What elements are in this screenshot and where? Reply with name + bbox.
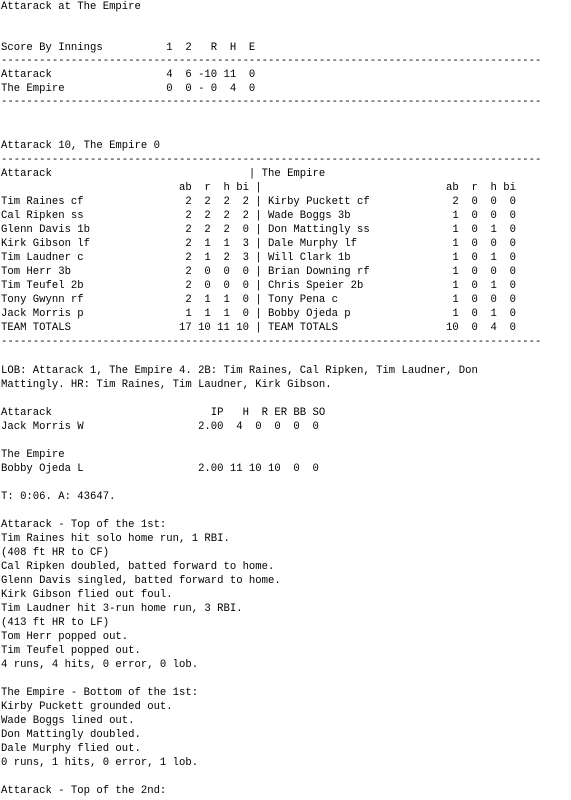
play-line: Don Mattingly doubled. xyxy=(1,729,141,741)
play-line: (413 ft HR to LF) xyxy=(1,617,110,629)
table-row: Tim Teufel 2b 2 0 0 0 | Chris Speier 2b 1 0 1 0 xyxy=(1,280,516,292)
half-inning-heading: Attarack - Top of the 2nd: xyxy=(1,785,167,797)
pitching-home-team: The Empire xyxy=(1,449,65,461)
table-row: Tom Herr 3b 2 0 0 0 | Brian Downing rf 1 0 0 0 xyxy=(1,266,516,278)
divider: ------------------------------------------------------------------------------------- xyxy=(1,154,542,166)
half-inning-heading: The Empire - Bottom of the 1st: xyxy=(1,687,199,699)
inning-summary: 4 runs, 4 hits, 0 error, 0 lob. xyxy=(1,659,199,671)
team-totals-row: TEAM TOTALS 17 10 11 10 | TEAM TOTALS 10 0 4 0 xyxy=(1,322,516,334)
play-line: Tim Raines hit solo home run, 1 RBI. xyxy=(1,533,230,545)
divider: ------------------------------------------------------------------------------------- xyxy=(1,96,542,108)
innings-row-home: The Empire 0 0 - 0 4 0 xyxy=(1,83,256,95)
table-row: Glenn Davis 1b 2 2 2 0 | Don Mattingly ss 1 0 1 0 xyxy=(1,224,516,236)
play-line: Kirby Puckett grounded out. xyxy=(1,701,173,713)
half-inning-heading: Attarack - Top of the 1st: xyxy=(1,519,167,531)
table-row: Tim Raines cf 2 2 2 2 | Kirby Puckett cf 2 0 0 0 xyxy=(1,196,516,208)
table-row: Kirk Gibson lf 2 1 1 3 | Dale Murphy lf 1 0 0 0 xyxy=(1,238,516,250)
play-line: Cal Ripken doubled, batted forward to home. xyxy=(1,561,275,573)
table-row: Jack Morris p 1 1 1 0 | Bobby Ojeda p 1 0 1 0 xyxy=(1,308,516,320)
innings-row-away: Attarack 4 6 -10 11 0 xyxy=(1,69,256,81)
notes-line: LOB: Attarack 1, The Empire 4. 2B: Tim Raines, Cal Ripken, Tim Laudner, Don xyxy=(1,365,478,377)
box-team-header: Attarack | The Empire xyxy=(1,168,326,180)
play-line: Wade Boggs lined out. xyxy=(1,715,135,727)
play-line: (408 ft HR to CF) xyxy=(1,547,110,559)
game-title: Attarack at The Empire xyxy=(1,1,141,13)
table-row: Tim Laudner c 2 1 2 3 | Will Clark 1b 1 0 1 0 xyxy=(1,252,516,264)
play-line: Tim Laudner hit 3-run home run, 3 RBI. xyxy=(1,603,243,615)
inning-summary: 0 runs, 1 hits, 0 error, 1 lob. xyxy=(1,757,199,769)
box-column-header: ab r h bi | ab r h bi xyxy=(1,182,516,194)
time-attendance: T: 0:06. A: 43647. xyxy=(1,491,116,503)
play-line: Kirk Gibson flied out foul. xyxy=(1,589,173,601)
play-line: Tim Teufel popped out. xyxy=(1,645,141,657)
divider: ------------------------------------------------------------------------------------- xyxy=(1,336,542,348)
table-row: Tony Gwynn rf 2 1 1 0 | Tony Pena c 1 0 0 0 xyxy=(1,294,516,306)
score-by-innings-header: Score By Innings 1 2 R H E xyxy=(1,42,256,54)
divider: ------------------------------------------------------------------------------------- xyxy=(1,55,542,67)
table-row: Cal Ripken ss 2 2 2 2 | Wade Boggs 3b 1 0 0 0 xyxy=(1,210,516,222)
play-line: Tom Herr popped out. xyxy=(1,631,129,643)
pitcher-row-home: Bobby Ojeda L 2.00 11 10 10 0 0 xyxy=(1,463,319,475)
final-score: Attarack 10, The Empire 0 xyxy=(1,140,160,152)
play-line: Glenn Davis singled, batted forward to home. xyxy=(1,575,281,587)
pitcher-row-away: Jack Morris W 2.00 4 0 0 0 0 xyxy=(1,421,319,433)
play-line: Dale Murphy flied out. xyxy=(1,743,141,755)
pitching-header: Attarack IP H R ER BB SO xyxy=(1,407,326,419)
notes-line: Mattingly. HR: Tim Raines, Tim Laudner, Kirk Gibson. xyxy=(1,379,332,391)
